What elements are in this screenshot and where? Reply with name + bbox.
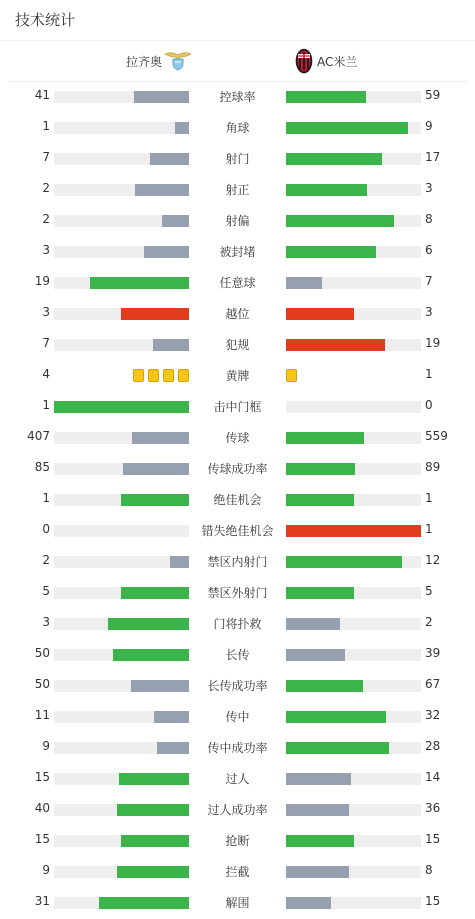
stat-row: [0, 732, 475, 763]
stat-label: 门将扑救: [213, 617, 262, 631]
stat-label: 传中: [225, 710, 250, 724]
away-stat-value: 89: [425, 460, 441, 474]
stat-row: [0, 143, 475, 174]
home-stat-bar: [121, 494, 189, 506]
away-stat-value: 19: [425, 336, 441, 350]
home-stat-bar-track: [54, 215, 189, 227]
stat-label: 越位: [225, 307, 250, 321]
stat-row: [0, 515, 475, 546]
home-stat-bar: [135, 184, 189, 196]
home-stat-value: 4: [42, 367, 50, 381]
home-stat-value: 9: [42, 863, 50, 877]
home-stat-value: 11: [34, 708, 50, 722]
home-stat-bar-track: [54, 339, 189, 351]
home-stat-bar: [131, 680, 189, 692]
away-stat-value: 6: [425, 243, 433, 257]
home-stat-bar: [121, 835, 189, 847]
home-stat-bar-track: [54, 618, 189, 630]
home-stat-value: 7: [42, 150, 50, 164]
stat-row: [0, 639, 475, 670]
home-stat-value: 7: [42, 336, 50, 350]
home-stat-bar-track: [54, 122, 189, 134]
away-stat-bar-track: [286, 711, 421, 723]
home-stat-bar: [162, 215, 189, 227]
away-stat-bar-track: [286, 649, 421, 661]
stat-row: [0, 546, 475, 577]
stat-row: [0, 887, 475, 918]
home-stat-bar-track: [54, 835, 189, 847]
away-stat-bar-track: [286, 184, 421, 196]
yellow-card-icon: [133, 369, 144, 382]
home-stat-value: 9: [42, 739, 50, 753]
away-stat-bar: [286, 618, 340, 630]
home-stat-value: 3: [42, 305, 50, 319]
home-stat-bar: [121, 308, 189, 320]
away-stat-value: 3: [425, 181, 433, 195]
stat-row: [0, 670, 475, 701]
away-stat-bar-track: [286, 153, 421, 165]
home-stat-bar: [117, 804, 189, 816]
yellow-card-icon: [163, 369, 174, 382]
home-stat-bar-track: [54, 556, 189, 568]
away-team-name: AC米兰: [317, 55, 358, 69]
away-stat-value: 1: [425, 522, 433, 536]
home-stat-bar: [157, 742, 189, 754]
home-stat-bar-track: [54, 91, 189, 103]
home-stat-bar-track: [54, 680, 189, 692]
home-stat-bar-track: [54, 184, 189, 196]
stat-row: [0, 763, 475, 794]
home-stat-value: 407: [27, 429, 50, 443]
away-stat-bar: [286, 556, 402, 568]
away-stat-value: 15: [425, 832, 441, 846]
away-stat-bar: [286, 866, 349, 878]
home-stat-value: 41: [34, 88, 50, 102]
home-stat-bar-track: [54, 711, 189, 723]
stat-row: [0, 267, 475, 298]
home-stat-bar: [144, 246, 189, 258]
stat-row: [0, 608, 475, 639]
teams-header: [0, 41, 475, 81]
home-stat-bar-track: [54, 866, 189, 878]
away-stat-bar: [286, 339, 385, 351]
stat-row: [0, 484, 475, 515]
home-stat-bar: [150, 153, 189, 165]
away-stat-value: 36: [425, 801, 441, 815]
away-stat-bar: [286, 432, 364, 444]
away-stat-bar-track: [286, 246, 421, 258]
away-stat-bar: [286, 308, 354, 320]
stat-label: 被封堵: [219, 245, 256, 259]
home-stat-bar-track: [54, 401, 189, 413]
home-stat-bar: [108, 618, 189, 630]
away-stat-value: 39: [425, 646, 441, 660]
stat-row: [0, 794, 475, 825]
stat-row: [0, 422, 475, 453]
stat-row: [0, 577, 475, 608]
away-stat-bar: [286, 153, 382, 165]
home-stat-value: 15: [34, 832, 50, 846]
away-stat-bar-track: [286, 866, 421, 878]
away-stat-bar-track: [286, 463, 421, 475]
away-stat-value: 12: [425, 553, 441, 567]
stat-row: [0, 81, 475, 112]
away-stat-bar: [286, 463, 355, 475]
stat-row: [0, 360, 475, 391]
stat-label: 解围: [225, 896, 250, 910]
away-stat-bar-track: [286, 494, 421, 506]
section-title: 技术统计: [15, 11, 76, 29]
away-stat-bar-track: [286, 525, 421, 537]
away-stat-bar: [286, 525, 421, 537]
away-stat-bar: [286, 680, 363, 692]
away-stat-bar-track: [286, 587, 421, 599]
home-stat-bar-track: [54, 494, 189, 506]
stat-label: 任意球: [219, 276, 256, 290]
home-stat-value: 1: [42, 491, 50, 505]
stat-row: [0, 205, 475, 236]
home-stat-bar: [121, 587, 189, 599]
stat-row: [0, 825, 475, 856]
stat-label: 犯规: [225, 338, 250, 352]
home-stat-value: 40: [34, 801, 50, 815]
home-stat-value: 3: [42, 615, 50, 629]
home-stat-bar-track: [54, 804, 189, 816]
away-stat-value: 5: [425, 584, 433, 598]
home-stat-value: 50: [34, 646, 50, 660]
home-stat-value: 31: [34, 894, 50, 908]
away-stat-value: 559: [425, 429, 448, 443]
home-stat-value: 1: [42, 398, 50, 412]
away-stat-bar: [286, 494, 354, 506]
home-stat-bar: [154, 711, 189, 723]
away-stat-bar: [286, 742, 389, 754]
home-stat-bar: [170, 556, 189, 568]
home-stat-bar: [134, 91, 189, 103]
yellow-card-icon: [286, 369, 297, 382]
home-stat-bar: [132, 432, 189, 444]
away-stat-bar-track: [286, 804, 421, 816]
stat-row: [0, 701, 475, 732]
home-stat-bar-track: [54, 463, 189, 475]
stat-label: 过人: [225, 772, 250, 786]
stat-label: 传球: [225, 431, 250, 445]
away-stat-bar-track: [286, 401, 421, 413]
stat-label: 角球: [225, 121, 250, 135]
stat-label: 控球率: [219, 90, 256, 104]
away-stat-value: 67: [425, 677, 441, 691]
away-stat-value: 1: [425, 367, 433, 381]
away-stat-value: 17: [425, 150, 441, 164]
stat-label: 抢断: [225, 834, 250, 848]
away-stat-value: 15: [425, 894, 441, 908]
home-stat-bar: [113, 649, 189, 661]
stat-label: 错失绝佳机会: [201, 524, 274, 538]
away-stat-bar-track: [286, 742, 421, 754]
home-stat-value: 3: [42, 243, 50, 257]
away-stat-bar-track: [286, 432, 421, 444]
away-stat-bar: [286, 91, 366, 103]
home-stat-value: 50: [34, 677, 50, 691]
home-stat-value: 15: [34, 770, 50, 784]
away-stat-value: 14: [425, 770, 441, 784]
away-stat-bar: [286, 246, 376, 258]
away-stat-bar: [286, 122, 408, 134]
ac-milan-crest-icon: [295, 48, 313, 74]
stat-row: [0, 856, 475, 887]
stat-label: 长传成功率: [207, 679, 268, 693]
away-stat-bar: [286, 804, 349, 816]
home-stat-bar-track: [54, 773, 189, 785]
home-stat-value: 2: [42, 212, 50, 226]
away-stat-value: 7: [425, 274, 433, 288]
home-stat-bar: [123, 463, 189, 475]
home-stat-bar-track: [54, 308, 189, 320]
stat-label: 过人成功率: [207, 803, 268, 817]
stat-row: [0, 391, 475, 422]
home-stat-value: 19: [34, 274, 50, 288]
away-stat-value: 1: [425, 491, 433, 505]
away-stat-bar-track: [286, 91, 421, 103]
away-stat-bar: [286, 835, 354, 847]
stat-label: 射正: [225, 183, 250, 197]
home-stat-value: 85: [34, 460, 50, 474]
home-stat-bar: [117, 866, 189, 878]
home-stat-bar-track: [54, 587, 189, 599]
home-stat-bar: [153, 339, 189, 351]
home-stat-bar-track: [54, 432, 189, 444]
home-stat-value: 5: [42, 584, 50, 598]
stat-label: 黄牌: [225, 369, 250, 383]
lazio-eagle-crest-icon: [164, 51, 192, 71]
away-yellow-cards: [286, 369, 421, 383]
stat-label: 禁区外射门: [207, 586, 268, 600]
home-stat-bar-track: [54, 649, 189, 661]
stat-label: 禁区内射门: [207, 555, 268, 569]
stat-label: 传中成功率: [207, 741, 268, 755]
away-stat-bar: [286, 711, 386, 723]
away-stat-bar-track: [286, 897, 421, 909]
home-yellow-cards: [54, 369, 189, 383]
home-stat-value: 0: [42, 522, 50, 536]
away-stat-value: 59: [425, 88, 441, 102]
stat-label: 传球成功率: [207, 462, 268, 476]
home-stat-bar: [99, 897, 189, 909]
away-stat-bar: [286, 184, 367, 196]
home-stat-bar-track: [54, 277, 189, 289]
home-team-name: 拉齐奥: [126, 55, 163, 69]
stat-row: [0, 329, 475, 360]
home-stat-value: 2: [42, 181, 50, 195]
away-stat-value: 2: [425, 615, 433, 629]
stat-label: 击中门框: [213, 400, 262, 414]
stat-row: [0, 298, 475, 329]
away-stat-bar-track: [286, 618, 421, 630]
home-stat-value: 2: [42, 553, 50, 567]
away-stat-bar-track: [286, 339, 421, 351]
stat-row: [0, 453, 475, 484]
home-stat-bar-track: [54, 246, 189, 258]
away-stat-bar-track: [286, 773, 421, 785]
away-stat-bar-track: [286, 215, 421, 227]
stat-row: [0, 112, 475, 143]
yellow-card-icon: [148, 369, 159, 382]
away-stat-bar: [286, 897, 331, 909]
home-stat-value: 1: [42, 119, 50, 133]
home-stat-bar: [54, 401, 189, 413]
stat-label: 射偏: [225, 214, 250, 228]
away-stat-bar: [286, 587, 354, 599]
stat-label: 绝佳机会: [213, 493, 262, 507]
away-stat-bar-track: [286, 308, 421, 320]
stat-label: 射门: [225, 152, 250, 166]
stat-label: 长传: [225, 648, 250, 662]
home-stat-bar: [175, 122, 189, 134]
home-stat-bar: [90, 277, 189, 289]
away-stat-bar: [286, 773, 351, 785]
away-stat-bar: [286, 215, 394, 227]
stat-row: [0, 174, 475, 205]
home-stat-bar: [119, 773, 189, 785]
home-stat-bar-track: [54, 742, 189, 754]
stat-label: 拦截: [225, 865, 250, 879]
away-stat-value: 3: [425, 305, 433, 319]
away-stat-value: 9: [425, 119, 433, 133]
away-stat-value: 32: [425, 708, 441, 722]
away-stat-value: 28: [425, 739, 441, 753]
home-stat-bar-track: [54, 153, 189, 165]
away-stat-bar-track: [286, 556, 421, 568]
away-stat-value: 8: [425, 212, 433, 226]
away-stat-bar-track: [286, 122, 421, 134]
away-stat-bar-track: [286, 680, 421, 692]
yellow-card-icon: [178, 369, 189, 382]
away-stat-bar-track: [286, 835, 421, 847]
stat-row: [0, 236, 475, 267]
away-stat-bar: [286, 277, 322, 289]
away-stat-bar: [286, 649, 345, 661]
home-stat-bar-track: [54, 525, 189, 537]
away-stat-value: 8: [425, 863, 433, 877]
home-stat-bar-track: [54, 897, 189, 909]
away-stat-bar-track: [286, 277, 421, 289]
away-stat-value: 0: [425, 398, 433, 412]
